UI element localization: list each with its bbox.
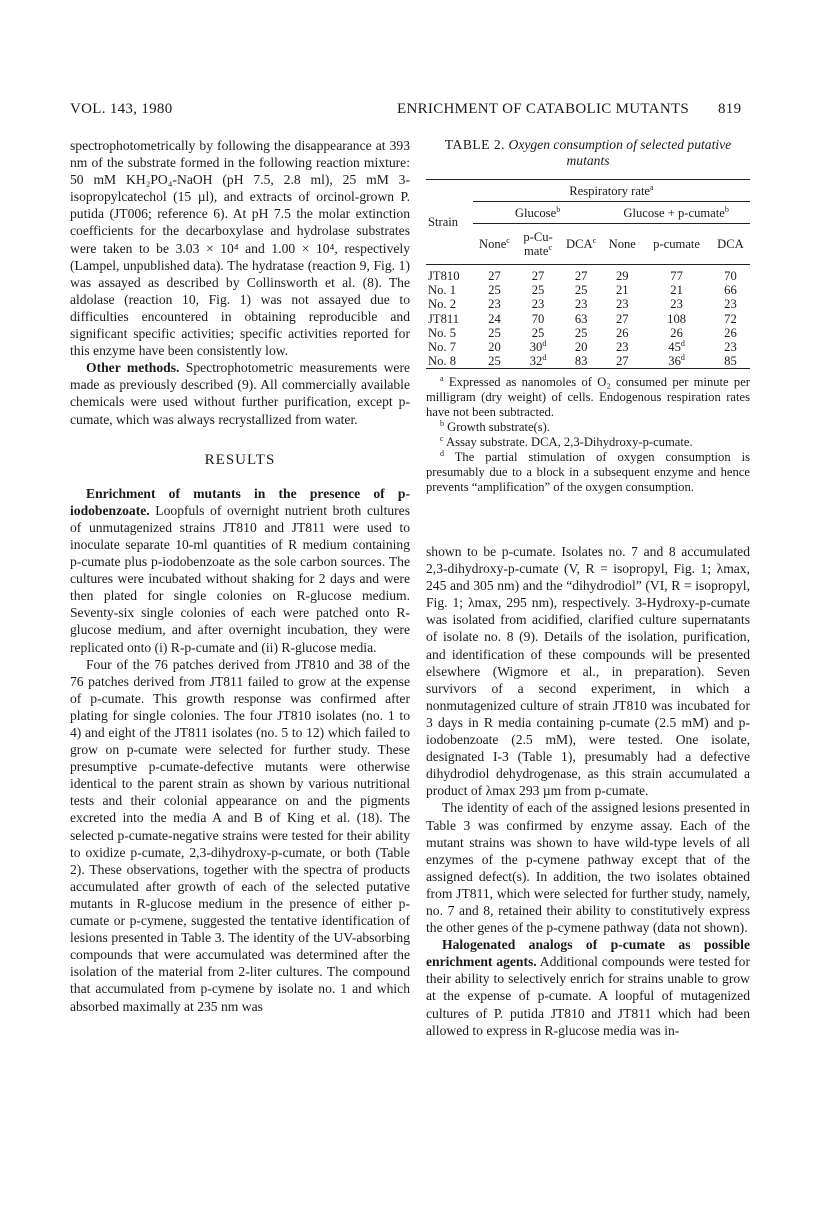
oxygen-consumption-table — [426, 179, 750, 369]
cell-rate: 23 — [574, 297, 588, 312]
cell-rate: 27 — [615, 354, 629, 369]
cell-rate: 26 — [615, 325, 629, 340]
cell-strain: No. 2 — [428, 297, 456, 312]
cell-rate: 108 — [667, 311, 687, 326]
cell-rate: 20 — [574, 340, 588, 355]
cell-rate: 26 — [670, 325, 683, 340]
col-pcumate-2: p-cumate — [653, 237, 701, 251]
col-none-1: None$^c$ — [479, 235, 510, 251]
table-row — [426, 354, 750, 369]
cell-rate: 23 — [615, 297, 629, 312]
page-number: 819 — [718, 101, 742, 117]
halogenated-text: Additional compounds were tested for their ability to selectively enrich for strains unable to grow at the expense of p-cumate. A loopful of mutagenized cultures of P. putida JT810 and JT811 which had been allowed to express in R-glucose media was in- — [426, 954, 750, 1038]
table-row — [426, 265, 750, 284]
accumulation-paragraph: shown to be p-cumate. Isolates no. 7 and 8 accumulated 2,3-dihydroxy-p-cumate (V, R = isopropyl, Fig. 1; λmax, 245 and 305 nm) and the “dihydrodiol” (VI, R = isopropyl, Fig. 1; λmax, 295 nm), respectively. 3-Hydroxy-p-cumate was isolated from acidified, clarified culture supernatants of isolate no. 8 (9). Details of the isolation, purification, and identification of these compounds will be presented elsewhere (Wigmore et al., in preparation). Seven survivors of a second experiment, in which a nonmutagenized culture of strain JT810 was incubated for 3 days in R media containing p-cumate (2.5 mM) and p-iodobenzoate (2.5 mM), were tested. One isolate, designated I-3 (Table 1), presumably had a defective dihydrodiol dehydrogenase, as this strain accumulated a product of λmax 293 µm from p-cumate. — [426, 544, 750, 799]
cell-rate: 25 — [531, 283, 545, 298]
cell-rate: 25 — [488, 283, 501, 298]
cell-rate: 27 — [574, 269, 588, 283]
cell-rate: 70 — [531, 311, 545, 326]
cell-rate: 21 — [670, 283, 683, 298]
cell-rate: 20 — [488, 340, 501, 355]
cell-rate: 25 — [574, 325, 588, 340]
halogenated-heading: Halogenated analogs of p-cumate as possible enrichment agents. — [426, 937, 750, 970]
col-dca-2: DCA — [717, 237, 744, 251]
footnote-c: $^c$ Assay substrate. DCA, 2,3-Dihydroxy-p-cumate. — [440, 434, 693, 450]
right-column-text — [426, 543, 750, 1039]
table-footnotes — [426, 375, 750, 495]
cell-rate: 36$^d$ — [668, 353, 685, 369]
cell-rate: 23 — [531, 297, 545, 312]
cell-rate: 23 — [724, 297, 737, 312]
cell-rate: 83 — [574, 354, 588, 369]
other-methods-text: Spectrophotometric measurements were made as previously described (9). All commercially available chemicals were used without further purification, except p-cumate, which was always recrystallized from water. — [70, 360, 411, 427]
cell-rate: 63 — [574, 311, 588, 326]
cell-rate: 30$^d$ — [529, 338, 547, 355]
cell-rate: 70 — [724, 269, 737, 283]
cell-rate: 24 — [488, 311, 501, 326]
cell-strain: No. 8 — [428, 354, 456, 369]
other-methods-paragraph — [70, 359, 410, 427]
enrichment-paragraph — [70, 485, 410, 656]
cell-rate: 45$^d$ — [668, 338, 685, 355]
cell-rate: 26 — [724, 325, 737, 340]
cell-rate: 25 — [488, 325, 501, 340]
cell-strain: No. 7 — [428, 340, 456, 355]
cell-rate: 32$^d$ — [529, 353, 547, 369]
cell-rate: 85 — [724, 354, 737, 369]
footnote-a: $^a$ Expressed as nanomoles of O₂ consumed per minute per milligram (dry weight) of cells. Endogenous respiration rates have not been subtracted. — [426, 374, 750, 420]
table-row — [426, 297, 750, 311]
cell-rate: 27 — [615, 311, 629, 326]
identity-paragraph: The identity of each of the assigned lesions presented in Table 3 was confirmed by enzyme assay. Each of the mutant strains was shown to have wild-type levels of all enzymes of the p-cymene pathway except that of the assigned defect(s). In addition, the two isolates obtained from JT811, which were selected for further study, namely, no. 7 and 8, retained their ability to constitutively express the other genes of the p-cymene pathway (data not shown). — [426, 800, 750, 936]
table-2 — [426, 137, 750, 495]
table-row — [426, 326, 750, 340]
header-glucose: Glucose$^b$ — [473, 202, 602, 224]
header-strain: Strain — [428, 215, 459, 229]
running-head-title: ENRICHMENT OF CATABOLIC MUTANTS — [397, 101, 690, 117]
left-column — [70, 137, 410, 1015]
cell-strain: No. 5 — [428, 325, 456, 340]
cell-rate: 27 — [531, 269, 545, 283]
cell-rate: 23 — [488, 297, 501, 312]
results-heading: RESULTS — [204, 451, 276, 468]
cell-rate: 21 — [615, 283, 629, 298]
cell-strain: JT811 — [428, 311, 460, 326]
enrichment-text: Loopfuls of overnight nutrient broth cultures of unmutagenized strains JT810 and JT811 were used to inoculate separate 10-ml quantities of R medium containing p-cumate plus p-iodobenzoate as the sole carbon sources. The cultures were incubated without shaking for 2 days and were then plated for single colonies on R-glucose medium. Seventy-six single colonies of each were patched onto R-glucose medium, and after overnight incubation, they were replicated onto (i) R-p-cumate and (ii) R-glucose media. — [70, 502, 410, 655]
table-body — [426, 265, 750, 369]
table-title — [426, 137, 750, 169]
footnote-d: $^d$ The partial stimulation of oxygen consumption is presumably due to a block in a subsequent enzyme and hence prevents “amplification” of the oxygen consumption. — [426, 449, 750, 495]
methods-continued-paragraph: spectrophotometrically by following the disappearance at 393 nm of the substrate formed in the following reaction mixture: 50 mM KH₂PO₄-NaOH (pH 7.5, 2.8 ml), 25 mM 3-isopropylcatechol (15 µl), and extracts of orcinol-grown P. putida (JT006; reference 6). At pH 7.5 the molar extinction coefficients for the decarboxylase and hydrolase substrates were taken to be 3.03 × 10⁴ and 1.00 × 10⁴, respectively (Lampel, unpublished data). The hydratase (reaction 9, Fig. 1) was assayed as described by Collinsworth et al. (8). The aldolase (reaction 10, Fig. 1) was not assayed due to difficulties encountered in obtaining reproducible and significant specific activities; specific activities reported for this enzyme have been consistently low. — [70, 138, 410, 359]
col-pcumate-1: p-Cu-mate$^c$ — [523, 230, 553, 258]
header-respiratory: Respiratory rate$^a$ — [473, 180, 750, 202]
footnote-b: $^b$ Growth substrate(s). — [440, 419, 550, 435]
table-label: TABLE 2. — [444, 137, 506, 152]
cell-strain: JT810 — [428, 269, 460, 283]
cell-rate: 29 — [615, 269, 629, 283]
running-head-volume: VOL. 143, 1980 — [70, 101, 173, 117]
enrichment-heading: Enrichment of mutants in the presence of p-iodobenzoate. — [70, 485, 410, 518]
isolates-paragraph: Four of the 76 patches derived from JT810 and 38 of the 76 patches derived from JT811 failed to grow at the expense of p-cumate. This growth response was confirmed after plating for single colonies. The four JT810 isolates (no. 1 to 4) and eight of the JT811 isolates (no. 5 to 12) which failed to grow on p-cumate were selected for further study. These presumptive p-cumate-defective mutants were otherwise identical to the parent strain as shown by various nutritional tests and their colonial appearance on and the pigments excreted into the media A and B of King et al. (18). The selected p-cumate-negative strains were tested for their ability to oxidize p-cumate, 2,3-dihydroxy-p-cumate, or both (Table 2). These observations, together with the spectra of products accumulated after growth of each of the selected putative mutants in R-glucose medium in the presence of either p-cumate or p-cymene, suggested the tentative identification of lesions presented in Table 3. The identity of the UV-absorbing compounds that were accumulated was determined after the isolation of the material from 2-liter cultures. The compound that accumulated from p-cymene by isolate no. 1 and which absorbed maximally at 235 nm was — [70, 656, 410, 1014]
cell-rate: 66 — [724, 283, 737, 298]
cell-rate: 25 — [531, 325, 545, 340]
col-dca-1: DCA$^c$ — [566, 235, 597, 251]
cell-rate: 25 — [574, 283, 588, 298]
cell-rate: 27 — [488, 269, 501, 283]
cell-rate: 23 — [615, 340, 629, 355]
other-methods-heading: Other methods. — [86, 360, 180, 376]
cell-strain: No. 1 — [428, 283, 456, 298]
cell-rate: 23 — [670, 297, 683, 312]
cell-rate: 23 — [724, 340, 737, 355]
cell-rate: 25 — [488, 354, 501, 369]
table-row — [426, 340, 750, 354]
halogenated-paragraph — [426, 936, 750, 1039]
table-caption: Oxygen consumption of selected putative mutants — [508, 137, 732, 168]
table-row — [426, 312, 750, 326]
cell-rate: 77 — [670, 269, 683, 283]
col-none-2: None — [608, 237, 636, 251]
cell-rate: 72 — [724, 311, 737, 326]
table-row — [426, 283, 750, 297]
header-glucose-pcumate: Glucose + p-cumate$^b$ — [602, 202, 750, 224]
